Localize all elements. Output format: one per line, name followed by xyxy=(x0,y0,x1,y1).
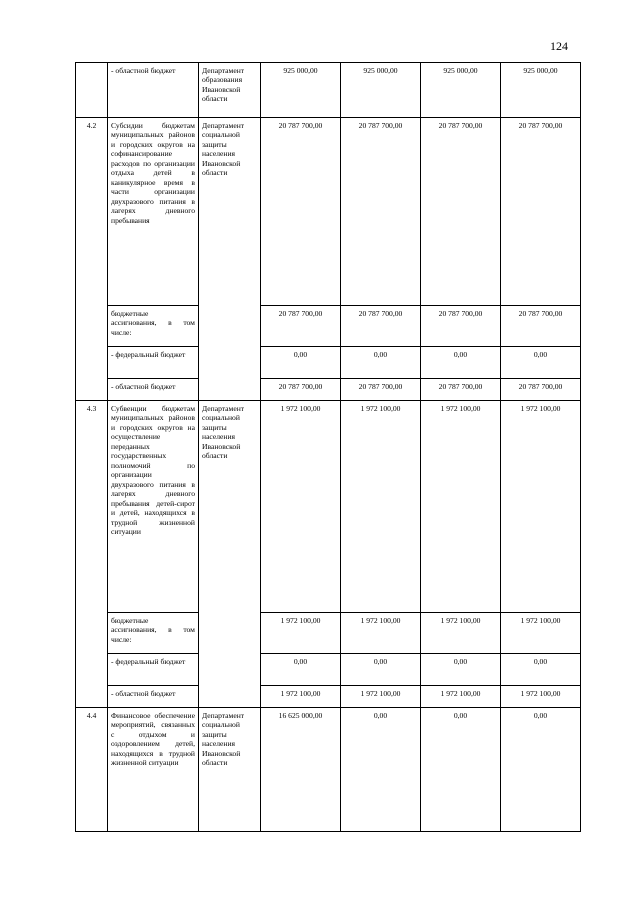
row-department: Департамент социальной защиты населения Ивановской области xyxy=(199,708,261,832)
row-value: 1 972 100,00 xyxy=(341,613,421,654)
table-row xyxy=(76,686,581,708)
row-value: 0,00 xyxy=(501,654,581,686)
table-row xyxy=(76,379,581,401)
row-value: 0,00 xyxy=(261,347,341,379)
page-number: 124 xyxy=(550,39,568,53)
row-value: 0,00 xyxy=(421,708,501,832)
row-value: 1 972 100,00 xyxy=(341,401,421,613)
table-row xyxy=(76,347,581,379)
table-row xyxy=(76,118,581,306)
table-row xyxy=(76,63,581,118)
table-row xyxy=(76,401,581,613)
row-value: 0,00 xyxy=(501,347,581,379)
row-value: 0,00 xyxy=(421,347,501,379)
row-value: 0,00 xyxy=(341,347,421,379)
row-value: 1 972 100,00 xyxy=(421,686,501,708)
row-value: 20 787 700,00 xyxy=(341,118,421,306)
row-value: 0,00 xyxy=(261,654,341,686)
row-value: 0,00 xyxy=(421,654,501,686)
row-value: 0,00 xyxy=(341,654,421,686)
row-name: - областной бюджет xyxy=(108,379,199,401)
row-value: 925 000,00 xyxy=(341,63,421,118)
row-value: 20 787 700,00 xyxy=(501,306,581,347)
table-row xyxy=(76,708,581,832)
row-index: 4.4 xyxy=(76,708,108,832)
row-value: 20 787 700,00 xyxy=(421,379,501,401)
row-value: 20 787 700,00 xyxy=(341,379,421,401)
row-value: 925 000,00 xyxy=(501,63,581,118)
row-name: - областной бюджет xyxy=(108,63,199,118)
row-name: - федеральный бюджет xyxy=(108,654,199,686)
row-value: 1 972 100,00 xyxy=(341,686,421,708)
row-name: Субвенции бюджетам муниципальных районов и городских округов на осуществление переданных государственных полномочий по организации двухразового питания в лагерях дневного пребывания детей-сирот и детей, находящихся в трудной жизненной ситуации xyxy=(108,401,199,613)
row-value: 20 787 700,00 xyxy=(501,379,581,401)
row-name: Финансовое обеспечение мероприятий, связанных с отдыхом и оздоровлением детей, находящихся в трудной жизненной ситуации xyxy=(108,708,199,832)
row-index: 4.3 xyxy=(76,401,108,708)
row-department: Департамент социальной защиты населения Ивановской области xyxy=(199,401,261,708)
row-value: 0,00 xyxy=(501,708,581,832)
row-name: Субсидии бюджетам муниципальных районов и городских округов на софинансирование расходов по организации отдыха детей в каникулярное время в части организации двухразового питания в лагерях дневного пребывания xyxy=(108,118,199,306)
row-value: 1 972 100,00 xyxy=(421,613,501,654)
row-value: 1 972 100,00 xyxy=(421,401,501,613)
row-name: бюджетные ассигнования, в том числе: xyxy=(108,613,199,654)
row-value: 1 972 100,00 xyxy=(261,401,341,613)
row-value: 20 787 700,00 xyxy=(261,379,341,401)
row-value: 20 787 700,00 xyxy=(421,118,501,306)
row-value: 20 787 700,00 xyxy=(341,306,421,347)
row-name: - федеральный бюджет xyxy=(108,347,199,379)
table-row xyxy=(76,613,581,654)
row-value: 1 972 100,00 xyxy=(261,613,341,654)
row-department: Департамент социальной защиты населения Ивановской области xyxy=(199,118,261,401)
row-index: 4.2 xyxy=(76,118,108,401)
row-value: 1 972 100,00 xyxy=(501,613,581,654)
row-value: 925 000,00 xyxy=(261,63,341,118)
table-row xyxy=(76,654,581,686)
table-row xyxy=(76,306,581,347)
row-value: 20 787 700,00 xyxy=(421,306,501,347)
row-value: 1 972 100,00 xyxy=(261,686,341,708)
row-value: 0,00 xyxy=(341,708,421,832)
row-department: Департамент образования Ивановской области xyxy=(199,63,261,118)
row-value: 20 787 700,00 xyxy=(261,306,341,347)
row-value: 1 972 100,00 xyxy=(501,686,581,708)
row-name: бюджетные ассигнования, в том числе: xyxy=(108,306,199,347)
budget-table xyxy=(75,62,581,832)
row-value: 16 625 000,00 xyxy=(261,708,341,832)
row-value: 20 787 700,00 xyxy=(501,118,581,306)
row-value: 925 000,00 xyxy=(421,63,501,118)
row-name: - областной бюджет xyxy=(108,686,199,708)
row-value: 1 972 100,00 xyxy=(501,401,581,613)
row-value: 20 787 700,00 xyxy=(261,118,341,306)
row-index xyxy=(76,63,108,118)
